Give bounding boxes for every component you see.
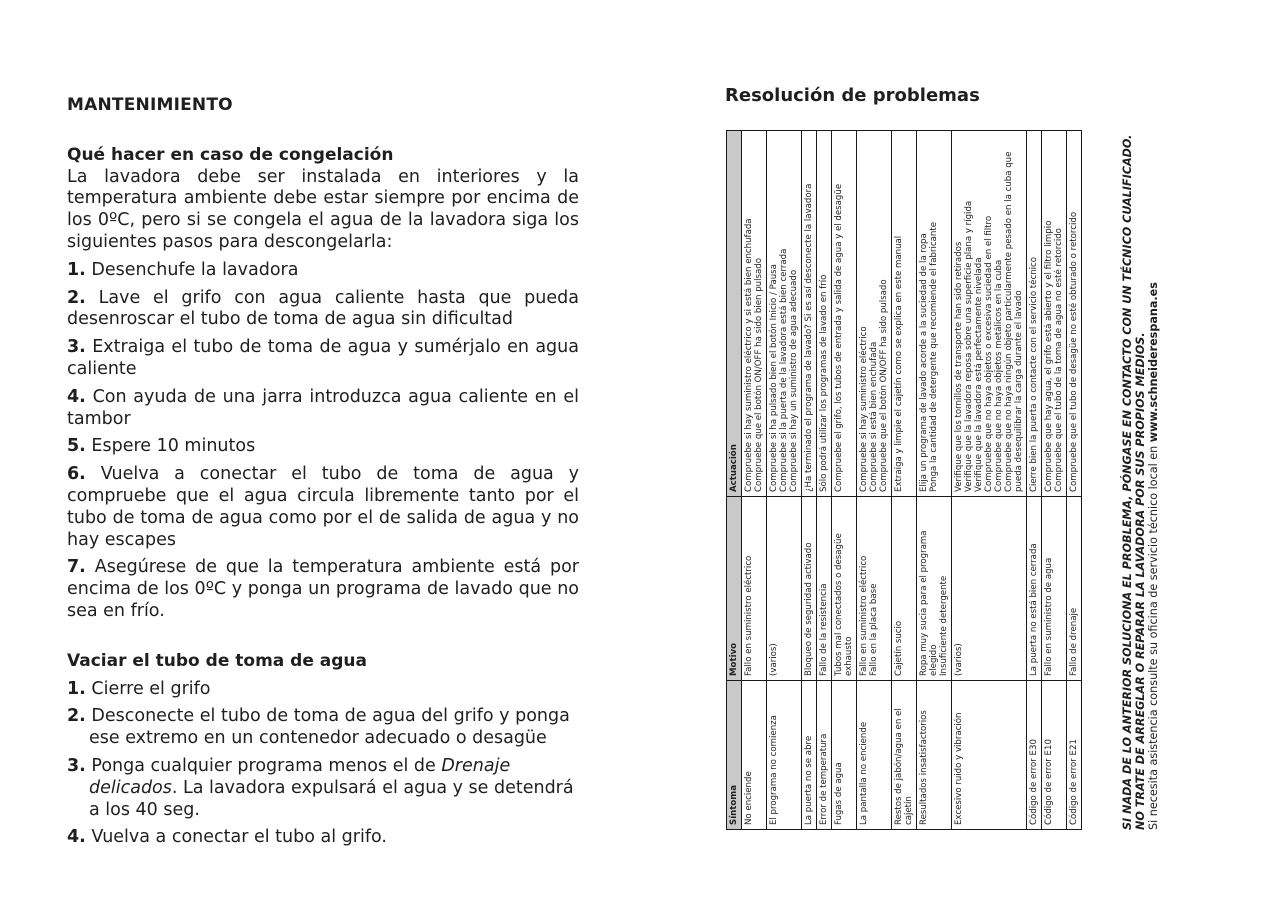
list-item [67, 288, 579, 332]
action-line: Verifique que los tornillos de transporte han sido retirados [954, 241, 964, 492]
action-line: Compruebe que no haya objetos o excesiva suciedad en el filtro [984, 215, 994, 492]
list-item [67, 387, 579, 431]
action-line: Compruebe que el tubo de desagüe no esté obturado o retorcido [1069, 211, 1079, 492]
action-line: Extraiga y limpie el cajetín como se explica en este manual [894, 235, 904, 492]
step-number: 2. [67, 706, 86, 727]
list-item [67, 464, 579, 551]
action-line: ¿Ha terminado el programa de lavado? Si es así desconecte la lavadora [804, 183, 814, 492]
action-line: Compruebe que el botón ON/OFF ha sido bien pulsado [754, 258, 764, 492]
action-cell [857, 131, 892, 497]
list-item [67, 706, 579, 750]
action-line: Elija un programa de lavado acorde a la suciedad de la ropa [919, 233, 929, 492]
list-item [67, 337, 579, 381]
table-row [857, 131, 892, 830]
step-text: Con ayuda de una jarra introduzca agua caliente en el tambor [67, 386, 579, 429]
step-text: . La lavadora expulsará el agua y se detendrá a los 40 seg. [89, 777, 574, 820]
reason-cell [892, 497, 917, 681]
table-row [767, 131, 802, 830]
step-number: 5. [67, 436, 86, 457]
reason-cell [917, 497, 952, 681]
table-header-row [727, 131, 742, 830]
step-number: 6. [67, 464, 86, 485]
action-line: Ponga la cantidad de detergente que recomiende el fabricante [929, 221, 939, 492]
drain-steps-list [67, 679, 579, 850]
list-item [67, 260, 579, 282]
action-cell [1027, 131, 1042, 497]
symptom-cell: La pantalla no enciende [857, 681, 892, 830]
reason-line: Fallo en suministro eléctrico [859, 555, 869, 676]
step-text: Vuelva a conectar el tubo de toma de agua y compruebe que el agua circula libremente tanto por el tubo de toma de agua como por el de salida de agua y no hay escapes [67, 464, 579, 550]
step-number: 1. [67, 259, 86, 280]
footer-contact-text: Si necesita asistencia consulte su oficina de servicio técnico local en [1147, 442, 1160, 830]
program-name: Drenaje delicados [89, 755, 511, 798]
reason-cell [952, 497, 1027, 681]
troubleshooting-table-wrapper [726, 130, 1082, 830]
table-row [832, 131, 857, 830]
reason-line: Cajetín sucio [894, 620, 904, 676]
symptom-cell: El programa no comienza [767, 681, 802, 830]
reason-line: Fallo en la placa base [869, 583, 879, 676]
action-line: Compruebe el grifo, los tubos de entrada y salida de agua y el desagüe [834, 183, 844, 492]
action-line: Compruebe que no haya ningún objeto particularmente pesado en la cuba que pueda desequilibrar la carga durante el lavado [1004, 151, 1024, 492]
action-line: Compruebe que el tubo de la toma de agua no esté retorcido [1054, 228, 1064, 492]
step-text: Ponga cualquier programa menos el de [91, 755, 442, 776]
reason-line: Insuficiente detergente [939, 575, 949, 676]
action-line: Cierre bien la puerta o contacte con el servicio técnico [1029, 256, 1039, 492]
footer-warning: SI NADA DE LO ANTERIOR SOLUCIONA EL PROBLEMA, PÓNGASE EN CONTACTO CON UN TÉCNICO CUALIFICADO. NO TRATE DE ARREGLAR O REPARAR LA LAVADORA POR SUS PROPIOS MEDIOS. [1121, 134, 1147, 830]
action-cell [1042, 131, 1067, 497]
list-item [67, 827, 579, 849]
action-cell [917, 131, 952, 497]
step-number: 3. [67, 755, 86, 776]
section1-title: Qué hacer en caso de congelación [67, 144, 394, 165]
action-cell [742, 131, 767, 497]
reason-line: Bloqueo de seguridad activado [804, 542, 814, 676]
symptom-cell: Fugas de agua [832, 681, 857, 830]
action-cell [802, 131, 817, 497]
table-row [1027, 131, 1042, 830]
symptom-cell: La puerta no se abre [802, 681, 817, 830]
reason-cell [817, 497, 832, 681]
footer-url-link[interactable]: www.schneiderespana.es [1147, 282, 1160, 443]
reason-cell [1067, 497, 1082, 681]
table-row [892, 131, 917, 830]
header-action: Actuación [727, 131, 742, 497]
reason-line: La puerta no está bien cerrada [1029, 543, 1039, 676]
symptom-cell: No enciende [742, 681, 767, 830]
step-number: 7. [67, 557, 86, 578]
reason-line: Tubos mal conectados o desagüe exhausto [834, 533, 854, 676]
reason-line: (varios) [769, 643, 779, 676]
freeze-steps-list [67, 260, 579, 623]
step-number: 4. [67, 827, 86, 848]
action-cell [817, 131, 832, 497]
symptom-cell: Error de temperatura [817, 681, 832, 830]
step-text: Vuelva a conectar el tubo al grifo. [91, 827, 387, 848]
section2-title: Vaciar el tubo de toma de agua [67, 650, 368, 671]
step-number: 1. [67, 678, 86, 699]
list-item [67, 557, 579, 622]
table-row [742, 131, 767, 830]
action-line: Verifique que la lavadora está perfectamente nivelada [974, 257, 984, 492]
symptom-cell: Código de error E21 [1067, 681, 1082, 830]
action-line: Compruebe si está bien enchufada [869, 341, 879, 492]
table-body [742, 131, 1082, 830]
step-number: 2. [67, 287, 86, 308]
action-cell [1067, 131, 1082, 497]
reason-line: Fallo de drenaje [1069, 607, 1079, 676]
action-line: Compruebe si hay suministro eléctrico [859, 326, 869, 492]
action-line: Verifique que la lavadora reposa sobre una superficie plana y rígida [964, 200, 974, 492]
action-line: Compruebe si la puerta de la lavadora está bien cerrada [779, 248, 789, 492]
action-cell [892, 131, 917, 497]
table-row [817, 131, 832, 830]
step-text: Extraiga el tubo de toma de agua y sumérjalo en agua caliente [67, 337, 579, 379]
reason-line: Ropa muy sucia para el programa elegido [919, 530, 939, 676]
step-number: 4. [67, 386, 86, 407]
symptom-cell: Código de error E30 [1027, 681, 1042, 830]
reason-line: Fallo en suministro de agua [1044, 557, 1054, 676]
troubleshooting-table [726, 130, 1082, 830]
action-cell [767, 131, 802, 497]
action-line: Compruebe que el botón ON/OFF ha sido pulsado [879, 279, 889, 492]
reason-line: (varios) [954, 643, 964, 676]
action-line: Compruebe si hay suministro eléctrico y si está bien enchufada [744, 218, 754, 492]
step-text: Asegúrese de que la temperatura ambiente está por encima de los 0ºC y ponga un programa de lavado que no sea en frío. [67, 557, 579, 621]
action-cell [952, 131, 1027, 497]
reason-cell [1027, 497, 1042, 681]
header-reason: Motivo [727, 497, 742, 681]
section1-intro: La lavadora debe ser instalada en interiores y la temperatura ambiente debe estar siempre por encima de los 0ºC, pero si se congela el agua de la lavadora siga los siguientes pasos para descongelarla: [67, 166, 579, 252]
reason-cell [767, 497, 802, 681]
symptom-cell: Excesivo ruido y vibración [952, 681, 1027, 830]
table-row [1042, 131, 1067, 830]
page-heading: MANTENIMIENTO [67, 95, 233, 115]
step-number: 3. [67, 337, 86, 358]
reason-cell [832, 497, 857, 681]
footer-note [1121, 120, 1160, 830]
reason-cell [857, 497, 892, 681]
list-item [67, 679, 579, 701]
list-item [67, 756, 579, 821]
maintenance-column [67, 95, 579, 855]
reason-cell [742, 497, 767, 681]
step-text: Lave el grifo con agua caliente hasta que pueda desenroscar el tubo de toma de agua sin dificultad [67, 287, 579, 330]
step-text: Cierre el grifo [91, 678, 211, 699]
table-row [1067, 131, 1082, 830]
action-cell [832, 131, 857, 497]
reason-cell [1042, 497, 1067, 681]
header-symptom: Síntoma [727, 681, 742, 830]
table-row [952, 131, 1027, 830]
step-text: Desenchufe la lavadora [91, 259, 299, 280]
symptom-cell: Restos de jabón/agua en el cajetín [892, 681, 917, 830]
action-line: Compruebe si ha pulsado bien el botón Inicio / Pausa [769, 264, 779, 492]
table-row [802, 131, 817, 830]
step-text: Desconecte el tubo de toma de agua del grifo y ponga ese extremo en un contenedor adecuado o desagüe [89, 706, 570, 749]
action-line: Compruebe que hay agua, el grifo está abierto y el filtro limpio [1044, 220, 1054, 492]
table-row [917, 131, 952, 830]
action-line: Compruebe que no haya objetos metálicos en la cuba [994, 259, 1004, 492]
step-text: Espere 10 minutos [91, 436, 256, 457]
action-line: Compruebe si hay un suministro de agua adecuado [789, 269, 799, 492]
reason-line: Fallo de la resistencia [819, 583, 829, 676]
footer-contact [1147, 120, 1160, 830]
list-item [67, 436, 579, 458]
troubleshooting-title: Resolución de problemas [725, 85, 980, 106]
symptom-cell: Código de error E10 [1042, 681, 1067, 830]
reason-line: Fallo en suministro eléctrico [744, 555, 754, 676]
symptom-cell: Resultados insatisfactorios [917, 681, 952, 830]
reason-cell [802, 497, 817, 681]
action-line: Sólo podrá utilizar los programas de lavado en frío [819, 274, 829, 492]
